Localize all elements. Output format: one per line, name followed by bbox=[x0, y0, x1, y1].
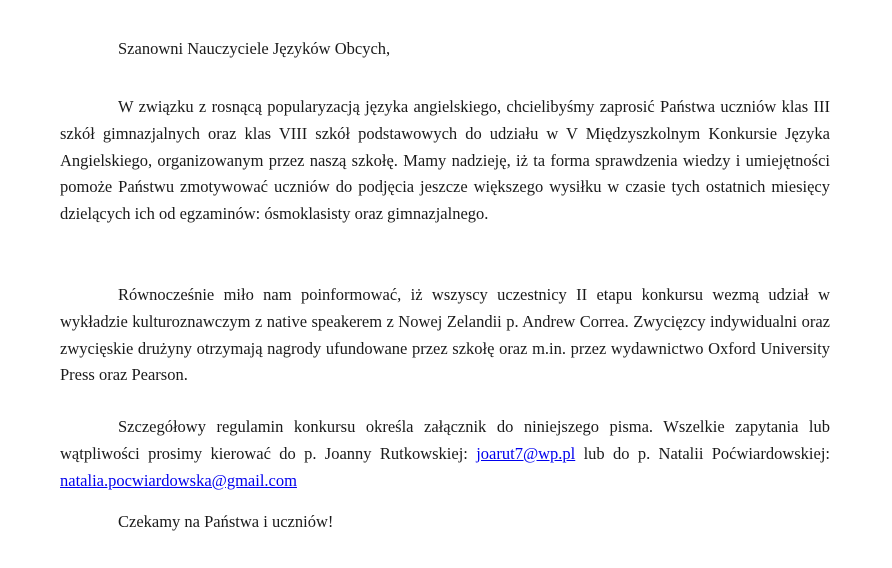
paragraph-invitation: W związku z rosnącą popularyzacją języka angielskiego, chcielibyśmy zaprosić Państwa uczniów klas III szkół gimnazjalnych oraz klas VIII szkół podstawowych do udziału w V Międzyszkolnym Konkursie Języka Angielskiego, organizowanym przez naszą szkołę. Mamy nadzieję, iż ta forma sprawdzenia wiedzy i umiejętności pomoże Państwu zmotywować uczniów do podjęcia jeszcze większego wysiłku w czasie tych ostatnich miesięcy dzielących ich od egzaminów: ósmoklasisty oraz gimnazjalnego. bbox=[60, 97, 830, 224]
contact-text-between: lub do p. Natalii Poćwiardowskiej: bbox=[575, 443, 830, 463]
letter-closing: Czekamy na Państwa i uczniów! bbox=[118, 512, 334, 531]
email-link-pocwiardowska[interactable]: natalia.pocwiardowska@gmail.com bbox=[60, 470, 297, 490]
email-link-rutkowska[interactable]: joarut7@wp.pl bbox=[476, 443, 576, 463]
paragraph-contact bbox=[60, 414, 830, 494]
paragraph-prizes: Równocześnie miło nam poinformować, iż wszyscy uczestnicy II etapu konkursu wezmą udział w wykładzie kulturoznawczym z native speakerem z Nowej Zelandii p. Andrew Correa. Zwycięzcy indywidualni oraz zwycięskie drużyny otrzymają nagrody ufundowane przez szkołę oraz m.in. przez wydawnictwo Oxford University Press oraz Pearson. bbox=[60, 285, 830, 385]
letter-greeting: Szanowni Nauczyciele Języków Obcych, bbox=[118, 39, 391, 58]
contact-text-intro: Szczegółowy regulamin konkursu określa załącznik do niniejszego pisma. Wszelkie zapytania lub wątpliwości prosimy kierować do p. Joanny Rutkowskiej: bbox=[60, 417, 830, 463]
